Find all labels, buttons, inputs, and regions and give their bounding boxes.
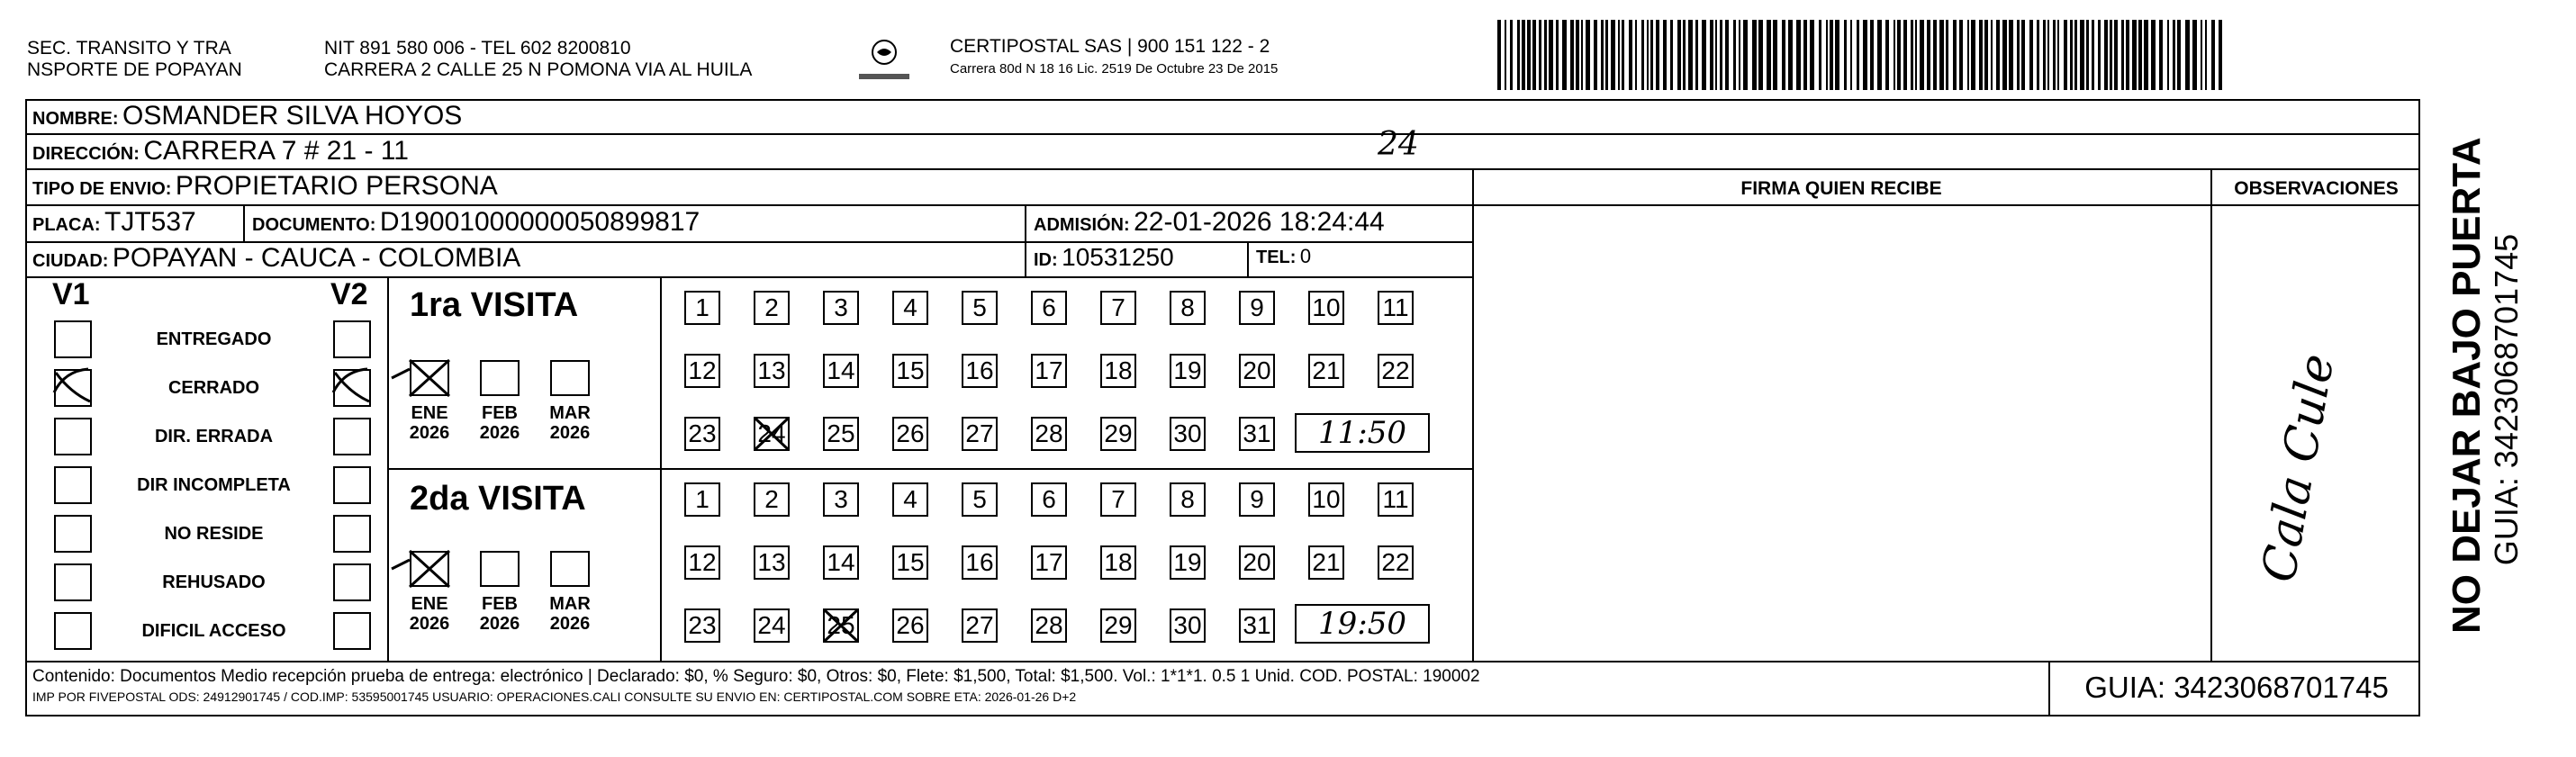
barcode-bar <box>1505 20 1506 90</box>
barcode-bar <box>2114 20 2118 90</box>
barcode-bar <box>2029 20 2033 90</box>
barcode-bar <box>1959 20 1963 90</box>
first-visit-day-7[interactable]: 7 <box>1100 291 1136 325</box>
barcode-bar <box>1991 20 1993 90</box>
barcode-bar <box>2047 20 2049 90</box>
status-label-cerrado: CERRADO <box>167 378 260 398</box>
first-visit-day-10[interactable]: 10 <box>1308 291 1344 325</box>
second-visit-day-17[interactable]: 17 <box>1031 545 1067 580</box>
barcode-bar <box>2009 20 2013 90</box>
second-visit-day-2[interactable]: 2 <box>754 482 790 517</box>
barcode-bar <box>2074 20 2077 90</box>
barcode-bar <box>2064 20 2067 90</box>
barcode-bar <box>2017 20 2020 90</box>
first-visit-day-31[interactable]: 31 <box>1239 417 1275 451</box>
second-visit-day-18[interactable]: 18 <box>1100 545 1136 580</box>
second-visit-day-13[interactable]: 13 <box>754 545 790 580</box>
second-visit-day-30[interactable]: 30 <box>1170 608 1206 643</box>
ciudad-row <box>32 243 520 274</box>
first-visit-day-22[interactable]: 22 <box>1378 354 1414 388</box>
first-visit-day-27[interactable]: 27 <box>962 417 998 451</box>
first-visit-day-29[interactable]: 29 <box>1100 417 1136 451</box>
first-visit-day-1[interactable]: 1 <box>684 291 720 325</box>
documento-row <box>252 207 700 238</box>
second-visit-day-19[interactable]: 19 <box>1170 545 1206 580</box>
barcode-bar <box>1915 20 1917 90</box>
barcode-bar <box>1850 20 1852 90</box>
v1-checkbox-dificil-acceso[interactable] <box>54 612 92 650</box>
barcode-bar <box>1594 20 1597 90</box>
second-visit-day-15[interactable]: 15 <box>892 545 928 580</box>
second-visit-day-22[interactable]: 22 <box>1378 545 1414 580</box>
first-visit-day-30[interactable]: 30 <box>1170 417 1206 451</box>
documento-value: D19001000000050899817 <box>379 207 700 237</box>
barcode-bar <box>1819 20 1821 90</box>
barcode-bar <box>1605 20 1608 90</box>
barcode-bar <box>2177 20 2181 90</box>
certipostal-logo <box>857 34 911 86</box>
logo-mark-icon <box>857 34 911 86</box>
tipo-label: TIPO DE ENVIO: <box>32 179 172 199</box>
second-visit-day-10[interactable]: 10 <box>1308 482 1344 517</box>
barcode-bar <box>1767 20 1771 90</box>
v1-checkbox-rehusado[interactable] <box>54 563 92 601</box>
first-visit-day-9[interactable]: 9 <box>1239 291 1275 325</box>
barcode-bar <box>1739 20 1740 90</box>
first-visit-day-24[interactable]: 24 <box>754 417 790 451</box>
barcode-bar <box>2205 20 2207 90</box>
barcode-bar <box>1927 20 1930 90</box>
placa-label: PLACA: <box>32 215 101 235</box>
v2-checkbox-dificil-acceso[interactable] <box>333 612 371 650</box>
barcode-bar <box>1586 20 1590 90</box>
direccion-row <box>32 136 409 167</box>
second-visit-month-checkbox-mar[interactable] <box>550 551 590 587</box>
second-visit-day-7[interactable]: 7 <box>1100 482 1136 517</box>
v2-checkbox-cerrado[interactable] <box>333 369 371 407</box>
barcode-bar <box>1497 20 1501 90</box>
second-visit-title: 2da VISITA <box>410 480 586 518</box>
no-dejar-bajo-puerta: NO DEJAR BAJO PUERTA <box>2445 137 2489 634</box>
barcode-bar <box>1782 20 1785 90</box>
admision-label: ADMISIÓN: <box>1034 215 1130 235</box>
barcode-bar <box>2132 20 2137 90</box>
barcode-bar <box>2053 20 2056 90</box>
barcode-bar <box>1967 20 1969 90</box>
barcode-bar <box>2219 20 2222 90</box>
certipostal-line2: Carrera 80d N 18 16 Lic. 2519 De Octubre 23 De 2015 <box>950 61 1279 77</box>
first-visit-day-25[interactable]: 25 <box>823 417 859 451</box>
barcode-bar <box>2021 20 2025 90</box>
barcode-bar <box>1562 20 1567 90</box>
first-visit-day-28[interactable]: 28 <box>1031 417 1067 451</box>
tel-value: 0 <box>1299 245 1312 267</box>
barcode-bar <box>1635 20 1637 90</box>
barcode-bar <box>1788 20 1793 90</box>
barcode-bar <box>1796 20 1801 90</box>
barcode-bar <box>1695 20 1698 90</box>
second-visit-month-checkbox-ene[interactable] <box>410 551 449 587</box>
first-visit-month-checkbox-mar[interactable] <box>550 360 590 396</box>
barcode-bar <box>2098 20 2101 90</box>
second-visit-day-8[interactable]: 8 <box>1170 482 1206 517</box>
placa-value: TJT537 <box>104 207 196 237</box>
direccion-label: DIRECCIÓN: <box>32 144 140 164</box>
barcode-bar <box>2104 20 2108 90</box>
side-panel <box>2431 137 2530 648</box>
barcode-bar <box>1946 20 1948 90</box>
first-visit-day-11[interactable]: 11 <box>1378 291 1414 325</box>
footer-guia: GUIA: 3423068701745 <box>2084 671 2389 704</box>
firma-header: FIRMA QUIEN RECIBE <box>1740 178 1942 199</box>
tel-row <box>1256 245 1311 268</box>
second-visit-day-24[interactable]: 24 <box>754 608 790 643</box>
first-visit-day-13[interactable]: 13 <box>754 354 790 388</box>
barcode-bar <box>2080 20 2084 90</box>
barcode-bar <box>2185 20 2190 90</box>
second-visit-month-label-feb: FEB 2026 <box>479 594 520 634</box>
v2-label: V2 <box>330 277 368 311</box>
second-visit-day-9[interactable]: 9 <box>1239 482 1275 517</box>
barcode-bar <box>1835 20 1839 90</box>
handwritten-address-note: 24 <box>1378 126 1419 163</box>
barcode-bar <box>1743 20 1748 90</box>
second-visit-day-12[interactable]: 12 <box>684 545 720 580</box>
barcode-bar <box>1647 20 1649 90</box>
side-guia: GUIA: 3423068701745 <box>2488 233 2525 566</box>
barcode-bar <box>1622 20 1624 90</box>
barcode-bar <box>2057 20 2059 90</box>
first-visit-day-3[interactable]: 3 <box>823 291 859 325</box>
second-visit-day-29[interactable]: 29 <box>1100 608 1136 643</box>
v1-checkbox-entregado[interactable] <box>54 320 92 358</box>
status-label-entregado: ENTREGADO <box>156 329 272 349</box>
footer-line2: IMP POR FIVEPOSTAL ODS: 24912901745 / COD.IMP: 53595001745 USUARIO: OPERACIONES.CALI CONSULTE SU ENVIO EN: CERTIPOSTAL.COM SOBRE ETA: 2026-01-26 D+2 <box>32 689 1077 704</box>
second-visit-day-27[interactable]: 27 <box>962 608 998 643</box>
footer-line1: Contenido: Documentos Medio recepción prueba de entrega: electrónico | Declarado: $0, % Seguro: $0, Otros: $0, Flete: $1,500, Total: $1,500. Vol.: 1*1*1. 0.5 1 Unid. COD. POSTAL: 190002 <box>32 667 1480 686</box>
sender-org-line1: SEC. TRANSITO Y TRA <box>27 38 231 59</box>
barcode-bar <box>1971 20 1975 90</box>
barcode-graphic <box>1497 20 2227 90</box>
v1-label: V1 <box>52 277 90 311</box>
barcode-bar <box>2173 20 2175 90</box>
footer-content <box>32 666 2040 706</box>
second-visit-day-3[interactable]: 3 <box>823 482 859 517</box>
v1-checkbox-dir-incompleta[interactable] <box>54 466 92 504</box>
id-value: 10531250 <box>1062 243 1174 271</box>
barcode-bar <box>1758 20 1763 90</box>
barcode-bar <box>1556 20 1559 90</box>
barcode-bar <box>1733 20 1736 90</box>
documento-label: DOCUMENTO: <box>252 215 376 235</box>
barcode-bar <box>2138 20 2142 90</box>
second-visit-day-31[interactable]: 31 <box>1239 608 1275 643</box>
id-row <box>1034 243 1174 272</box>
id-label: ID: <box>1034 250 1058 270</box>
first-visit-day-6[interactable]: 6 <box>1031 291 1067 325</box>
barcode-bar <box>2092 20 2094 90</box>
first-visit-day-15[interactable]: 15 <box>892 354 928 388</box>
barcode-bar <box>1618 20 1620 90</box>
barcode-bar <box>1979 20 1983 90</box>
barcode-bar <box>1581 20 1583 90</box>
second-visit-day-1[interactable]: 1 <box>684 482 720 517</box>
first-visit-day-26[interactable]: 26 <box>892 417 928 451</box>
second-visit-day-21[interactable]: 21 <box>1308 545 1344 580</box>
observaciones-header: OBSERVACIONES <box>2234 178 2399 199</box>
sender-org <box>27 38 242 81</box>
barcode-bar <box>1803 20 1807 90</box>
second-visit-day-4[interactable]: 4 <box>892 482 928 517</box>
status-label-rehusado: REHUSADO <box>162 572 266 592</box>
second-visit-day-23[interactable]: 23 <box>684 608 720 643</box>
first-visit-day-8[interactable]: 8 <box>1170 291 1206 325</box>
first-visit-month-checkbox-feb[interactable] <box>480 360 520 396</box>
barcode-bar <box>2159 20 2163 90</box>
barcode-bar <box>2070 20 2073 90</box>
barcode-bar <box>1826 20 1828 90</box>
barcode-bar <box>2037 20 2039 90</box>
second-visit-time: 19:50 <box>1295 604 1430 644</box>
second-visit-day-11[interactable]: 11 <box>1378 482 1414 517</box>
barcode <box>1497 20 2227 90</box>
observaciones-handwriting <box>2210 333 2418 603</box>
barcode-bar <box>1576 20 1579 90</box>
v1-checkbox-cerrado[interactable] <box>54 369 92 407</box>
v1-checkbox-dir-errada[interactable] <box>54 418 92 455</box>
barcode-bar <box>1683 20 1686 90</box>
second-visit-day-16[interactable]: 16 <box>962 545 998 580</box>
first-visit-day-18[interactable]: 18 <box>1100 354 1136 388</box>
first-visit-day-12[interactable]: 12 <box>684 354 720 388</box>
sender-nit <box>324 38 752 81</box>
barcode-bar <box>1527 20 1531 90</box>
admision-value: 22-01-2026 18:24:44 <box>1134 207 1385 237</box>
barcode-bar <box>1953 20 1957 90</box>
ciudad-label: CIUDAD: <box>32 251 109 271</box>
barcode-bar <box>1510 20 1513 90</box>
second-visit-month-checkbox-feb[interactable] <box>480 551 520 587</box>
barcode-bar <box>2002 20 2007 90</box>
status-label-dificil-acceso: DIFICIL ACCESO <box>141 621 286 641</box>
barcode-bar <box>2126 20 2129 90</box>
first-visit-title: 1ra VISITA <box>410 286 579 324</box>
barcode-bar <box>1663 20 1667 90</box>
v2-checkbox-no-reside[interactable] <box>333 515 371 553</box>
barcode-bar <box>1532 20 1536 90</box>
first-visit-month-label-feb: FEB 2026 <box>479 403 520 443</box>
status-label-dir-errada: DIR. ERRADA <box>154 427 274 446</box>
barcode-bar <box>1752 20 1757 90</box>
barcode-bar <box>1720 20 1722 90</box>
sender-nit-line1: NIT 891 580 006 - TEL 602 8200810 <box>324 38 631 59</box>
barcode-bar <box>1870 20 1874 90</box>
second-visit-day-6[interactable]: 6 <box>1031 482 1067 517</box>
barcode-bar <box>1641 20 1644 90</box>
barcode-bar <box>1773 20 1777 90</box>
first-visit-day-14[interactable]: 14 <box>823 354 859 388</box>
barcode-bar <box>1877 20 1882 90</box>
barcode-bar <box>1725 20 1729 90</box>
barcode-bar <box>1688 20 1693 90</box>
barcode-bar <box>2110 20 2112 90</box>
nombre-label: NOMBRE: <box>32 109 119 129</box>
barcode-bar <box>1539 20 1541 90</box>
first-visit-day-23[interactable]: 23 <box>684 417 720 451</box>
barcode-bar <box>1844 20 1847 90</box>
barcode-bar <box>1897 20 1901 90</box>
barcode-bar <box>1601 20 1604 90</box>
barcode-bar <box>1549 20 1553 90</box>
second-visit-day-28[interactable]: 28 <box>1031 608 1067 643</box>
second-visit-day-26[interactable]: 26 <box>892 608 928 643</box>
first-visit-day-2[interactable]: 2 <box>754 291 790 325</box>
barcode-bar <box>2167 20 2169 90</box>
second-visit-month-label-ene: ENE 2026 <box>409 594 450 634</box>
first-visit-time: 11:50 <box>1295 413 1430 453</box>
v2-checkbox-entregado[interactable] <box>333 320 371 358</box>
barcode-bar <box>1629 20 1632 90</box>
first-visit-day-20[interactable]: 20 <box>1239 354 1275 388</box>
barcode-bar <box>2151 20 2156 90</box>
barcode-bar <box>1984 20 1988 90</box>
first-visit-month-label-ene: ENE 2026 <box>409 403 450 443</box>
barcode-bar <box>1702 20 1706 90</box>
barcode-bar <box>1544 20 1547 90</box>
tel-label: TEL: <box>1256 248 1297 267</box>
certipostal-info <box>950 36 1278 77</box>
barcode-bar <box>1857 20 1859 90</box>
tipo-value: PROPIETARIO PERSONA <box>175 171 498 201</box>
barcode-bar <box>2211 20 2215 90</box>
barcode-bar <box>2192 20 2197 90</box>
second-visit-month-label-mar: MAR 2026 <box>549 594 591 634</box>
nombre-value: OSMANDER SILVA HOYOS <box>122 101 463 131</box>
barcode-bar <box>1570 20 1574 90</box>
barcode-bar <box>1939 20 1944 90</box>
first-visit-day-19[interactable]: 19 <box>1170 354 1206 388</box>
barcode-bar <box>2043 20 2046 90</box>
first-visit-day-21[interactable]: 21 <box>1308 354 1344 388</box>
second-visit-day-14[interactable]: 14 <box>823 545 859 580</box>
barcode-bar <box>1522 20 1525 90</box>
first-visit-month-checkbox-ene[interactable] <box>410 360 449 396</box>
first-visit-day-4[interactable]: 4 <box>892 291 928 325</box>
v2-checkbox-rehusado[interactable] <box>333 563 371 601</box>
v2-checkbox-dir-errada[interactable] <box>333 418 371 455</box>
status-label-dir-incompleta: DIR INCOMPLETA <box>137 475 291 495</box>
status-label-no-reside: NO RESIDE <box>164 524 264 544</box>
barcode-bar <box>2144 20 2148 90</box>
barcode-bar <box>1933 20 1937 90</box>
ciudad-value: POPAYAN - CAUCA - COLOMBIA <box>112 243 521 273</box>
second-visit-day-20[interactable]: 20 <box>1239 545 1275 580</box>
barcode-bar <box>1670 20 1673 90</box>
second-visit-day-5[interactable]: 5 <box>962 482 998 517</box>
first-visit-day-5[interactable]: 5 <box>962 291 998 325</box>
barcode-bar <box>1810 20 1814 90</box>
admision-row <box>1034 207 1385 238</box>
barcode-bar <box>1710 20 1713 90</box>
first-visit-month-label-mar: MAR 2026 <box>549 403 591 443</box>
direccion-value: CARRERA 7 # 21 - 11 <box>143 136 409 166</box>
barcode-bar <box>1517 20 1520 90</box>
second-visit-day-25[interactable]: 25 <box>823 608 859 643</box>
barcode-bar <box>1894 20 1895 90</box>
barcode-bar <box>1911 20 1913 90</box>
barcode-bar <box>1656 20 1659 90</box>
v2-checkbox-dir-incompleta[interactable] <box>333 466 371 504</box>
barcode-bar <box>1996 20 2000 90</box>
first-visit-day-17[interactable]: 17 <box>1031 354 1067 388</box>
observaciones-handwritten-text: Cala Cule <box>2252 349 2346 587</box>
barcode-bar <box>2086 20 2089 90</box>
certipostal-line1: CERTIPOSTAL SAS | 900 151 122 - 2 <box>950 36 1270 57</box>
barcode-bar <box>1830 20 1833 90</box>
sender-nit-line2: CARRERA 2 CALLE 25 N POMONA VIA AL HUILA <box>324 59 753 80</box>
barcode-bar <box>1863 20 1867 90</box>
barcode-bar <box>1715 20 1717 90</box>
barcode-bar <box>1677 20 1681 90</box>
tipo-row <box>32 171 498 202</box>
barcode-bar <box>1650 20 1653 90</box>
barcode-bar <box>2121 20 2124 90</box>
barcode-bar <box>1611 20 1615 90</box>
nombre-row <box>32 101 462 131</box>
barcode-bar <box>1920 20 1924 90</box>
placa-row <box>32 207 196 238</box>
barcode-bar <box>1885 20 1889 90</box>
v1-checkbox-no-reside[interactable] <box>54 515 92 553</box>
sender-org-line2: NSPORTE DE POPAYAN <box>27 59 242 80</box>
barcode-bar <box>2201 20 2202 90</box>
barcode-bar <box>1903 20 1907 90</box>
first-visit-day-16[interactable]: 16 <box>962 354 998 388</box>
